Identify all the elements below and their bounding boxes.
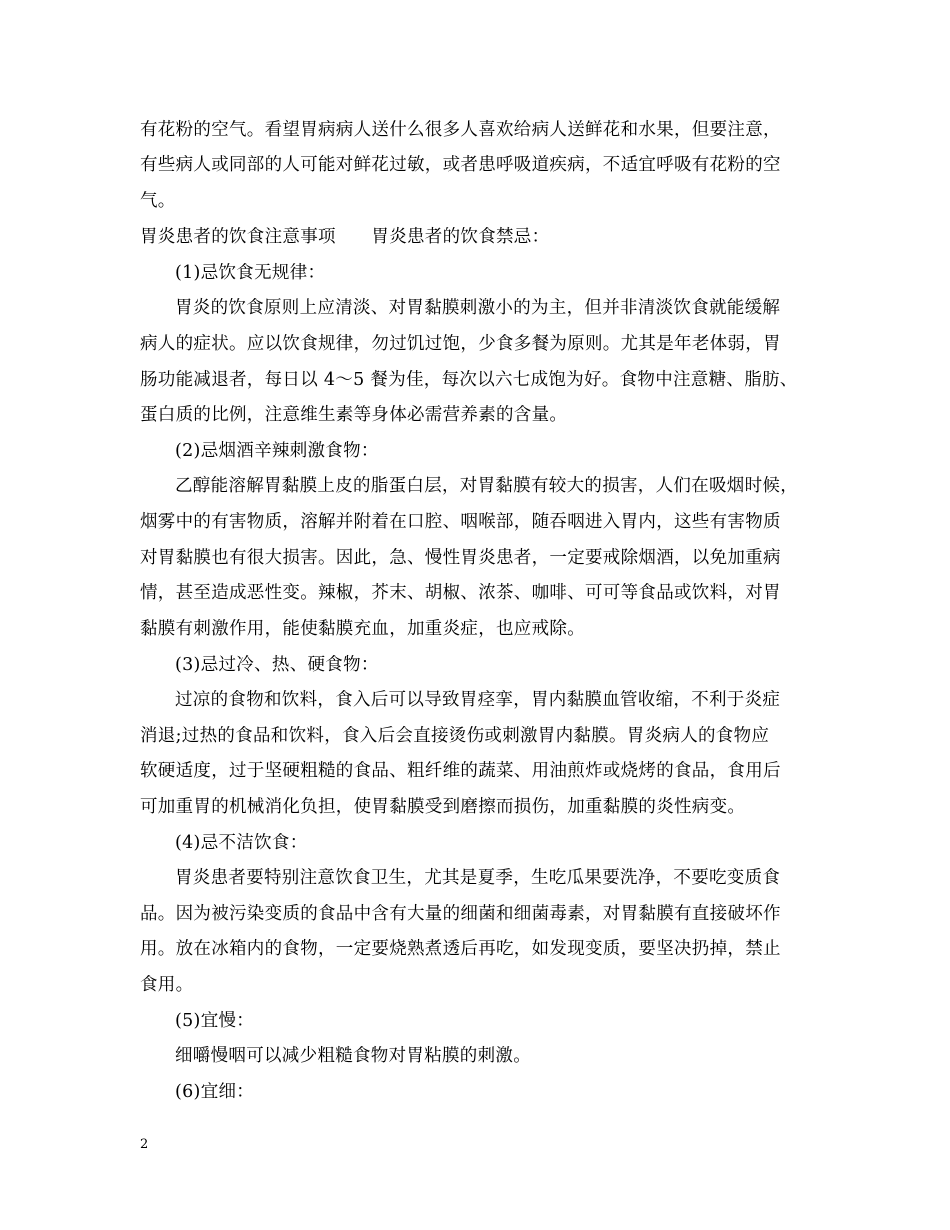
text-line: 有花粉的空气。看望胃病病人送什么很多人喜欢给病人送鲜花和水果，但要注意，: [140, 120, 781, 140]
text-line: 对胃黏膜也有很大损害。因此，急、慢性胃炎患者，一定要戒除烟酒，以免加重病: [140, 548, 781, 568]
text-line: 品。因为被污染变质的食品中含有大量的细菌和细菌毒素，对胃黏膜有直接破坏作: [140, 904, 781, 924]
subheading: (1)忌饮食无规律：: [175, 263, 326, 283]
text-line: 胃炎的饮食原则上应清淡、对胃黏膜刺激小的为主，但并非清淡饮食就能缓解: [175, 298, 781, 318]
text-line: 食用。: [140, 975, 194, 995]
text-line: 肠功能减退者，每日以 4～5 餐为佳，每次以六七成饱为好。食物中注意糖、脂肪、: [140, 370, 798, 390]
text-line: 可加重胃的机械消化负担，使胃黏膜受到磨擦而损伤，加重黏膜的炎性病变。: [140, 797, 746, 817]
text-line: 烟雾中的有害物质，溶解并附着在口腔、咽喉部，随吞咽进入胃内，这些有害物质: [140, 512, 781, 532]
subheading: (5)宜慢：: [175, 1011, 255, 1031]
subheading: (3)忌过冷、热、硬食物：: [175, 655, 379, 675]
text-line: 用。放在冰箱内的食物，一定要烧熟煮透后再吃，如发现变质，要坚决扔掉，禁止: [140, 939, 781, 959]
text-line: 过凉的食物和饮料，食入后可以导致胃痉挛，胃内黏膜血管收缩，不利于炎症: [175, 690, 781, 710]
text-line: 蛋白质的比例，注意维生素等身体必需营养素的含量。: [140, 405, 568, 425]
text-line: 病人的症状。应以饮食规律，勿过饥过饱，少食多餐为原则。尤其是年老体弱，胃: [140, 334, 781, 354]
text-line: 气。: [140, 191, 176, 211]
subheading: (2)忌烟酒辛辣刺激食物：: [175, 441, 379, 461]
text-line: 软硬适度，过于坚硬粗糙的食品、粗纤维的蔬菜、用油煎炸或烧烤的食品，食用后: [140, 761, 781, 781]
text-line: 消退;过热的食品和饮料，食入后会直接烫伤或刺激胃内黏膜。胃炎病人的食物应: [140, 726, 770, 746]
subheading: (4)忌不洁饮食：: [175, 833, 308, 853]
section-heading: 胃炎患者的饮食注意事项 胃炎患者的饮食禁忌：: [140, 227, 550, 247]
text-line: 有些病人或同部的人可能对鲜花过敏，或者患呼吸道疾病，不适宜呼吸有花粉的空: [140, 155, 781, 175]
text-line: 情，甚至造成恶性变。辣椒，芥末、胡椒、浓茶、咖啡、可可等食品或饮料，对胃: [140, 583, 781, 603]
text-line: 黏膜有刺激作用，能使黏膜充血，加重炎症，也应戒除。: [140, 619, 585, 639]
subheading: (6)宜细：: [175, 1082, 255, 1102]
text-line: 胃炎患者要特别注意饮食卫生，尤其是夏季，生吃瓜果要洗净，不要吃变质食: [175, 868, 781, 888]
text-line: 细嚼慢咽可以减少粗糙食物对胃粘膜的刺激。: [175, 1046, 531, 1066]
text-line: 乙醇能溶解胃黏膜上皮的脂蛋白层，对胃黏膜有较大的损害，人们在吸烟时候，: [175, 476, 798, 496]
page-number: 2: [140, 1137, 149, 1152]
